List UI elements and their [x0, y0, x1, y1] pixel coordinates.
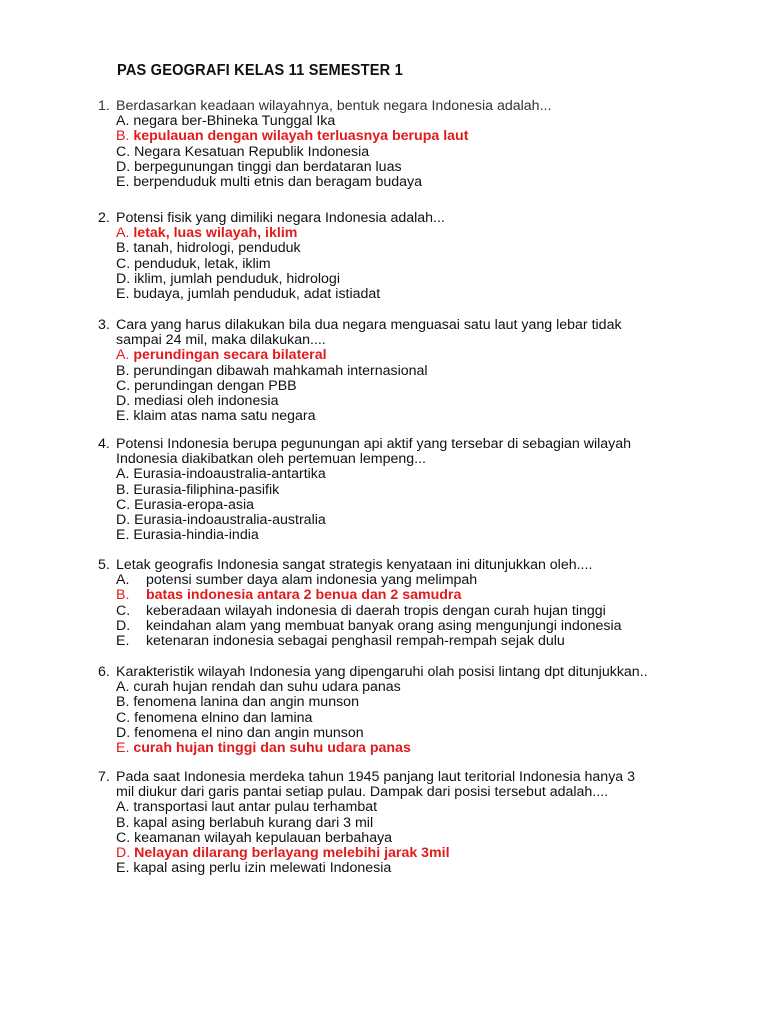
- question-stem-line: [0, 770, 768, 785]
- option-letter: A.: [116, 679, 130, 696]
- option-text: Negara Kesatuan Republik Indonesia: [134, 143, 370, 160]
- option-letter: E.: [116, 174, 130, 191]
- answer-option: [0, 467, 768, 482]
- option-letter: A.: [116, 225, 130, 242]
- question-number: 2.: [98, 210, 110, 226]
- option-letter: B.: [116, 128, 130, 145]
- option-text: letak, luas wilayah, iklim: [133, 225, 298, 242]
- question-stem-line: [0, 665, 768, 680]
- answer-option: [0, 800, 768, 815]
- answer-option: [0, 695, 768, 710]
- option-letter: D.: [116, 158, 131, 175]
- question-stem-text: Pada saat Indonesia merdeka tahun 1945 panjang laut teritorial Indonesia hanya 3: [116, 769, 636, 785]
- answer-option: [0, 831, 768, 846]
- question-stem-text: Berdasarkan keadaan wilayahnya, bentuk negara Indonesia adalah...: [116, 98, 552, 114]
- page-title: PAS GEOGRAFI KELAS 11 SEMESTER 1: [117, 62, 403, 79]
- question-stem-text: Potensi Indonesia berupa pegunungan api aktif yang tersebar di sebagian wilayah: [116, 436, 632, 452]
- answer-option: [0, 175, 768, 190]
- answer-option: [0, 573, 768, 588]
- answer-option: [0, 394, 768, 409]
- option-letter: E.: [116, 740, 130, 757]
- answer-option: [0, 528, 768, 543]
- option-text: fenomena el nino dan angin munson: [134, 724, 364, 741]
- answer-option: [0, 513, 768, 528]
- option-text: fenomena lanina dan angin munson: [133, 694, 359, 711]
- answer-option: [0, 483, 768, 498]
- question-stem-line: [0, 437, 768, 452]
- option-letter: D.: [116, 617, 131, 634]
- option-text: Eurasia-indoaustralia-antartika: [133, 466, 326, 483]
- question-4: [0, 437, 768, 543]
- option-text: berpenduduk multi etnis dan beragam budaya: [133, 174, 423, 191]
- question-stem-text: sampai 24 mil, maka dilakukan....: [116, 332, 326, 349]
- option-text: budaya, jumlah penduduk, adat istiadat: [133, 286, 381, 303]
- option-letter: D.: [116, 393, 131, 410]
- option-text: tanah, hidrologi, penduduk: [133, 240, 301, 257]
- option-letter: D.: [116, 270, 131, 287]
- option-text: batas indonesia antara 2 benua dan 2 samudra: [145, 587, 462, 604]
- question-number: 1.: [98, 98, 110, 114]
- option-letter: B.: [116, 362, 130, 379]
- option-letter: B.: [116, 481, 130, 498]
- option-text: keberadaan wilayah indonesia di daerah tropis dengan curah hujan tinggi: [145, 602, 606, 619]
- option-letter: C.: [116, 255, 131, 272]
- option-text: penduduk, letak, iklim: [134, 255, 271, 272]
- option-text: negara ber-Bhineka Tunggal Ika: [133, 113, 336, 130]
- question-stem-line: [0, 318, 768, 333]
- answer-option: [0, 711, 768, 726]
- option-text: curah hujan tinggi dan suhu udara panas: [133, 740, 411, 757]
- question-stem-line: [0, 211, 768, 226]
- option-text: klaim atas nama satu negara: [133, 408, 316, 425]
- answer-option-correct: [0, 846, 768, 861]
- question-number: 6.: [98, 664, 110, 680]
- question-stem-text: Indonesia diakibatkan oleh pertemuan lempeng...: [116, 451, 426, 468]
- option-text: kepulauan dengan wilayah terluasnya berupa laut: [133, 128, 469, 145]
- option-letter: C.: [116, 143, 131, 160]
- question-stem-text: Letak geografis Indonesia sangat strategis kenyataan ini ditunjukkan oleh....: [116, 557, 593, 573]
- answer-option: [0, 160, 768, 175]
- question-stem-line: [0, 558, 768, 573]
- option-letter: B.: [116, 814, 130, 831]
- question-number: 5.: [98, 557, 110, 573]
- question-stem-text: Cara yang harus dilakukan bila dua negara menguasai satu laut yang lebar tidak: [116, 317, 622, 333]
- option-text: curah hujan rendah dan suhu udara panas: [133, 679, 401, 696]
- option-text: Eurasia-indoaustralia-australia: [134, 512, 326, 529]
- option-text: potensi sumber daya alam indonesia yang melimpah: [145, 572, 478, 589]
- option-text: keamanan wilayah kepulauan berbahaya: [134, 829, 393, 846]
- question-number: 4.: [98, 436, 110, 452]
- answer-option: [0, 861, 768, 876]
- option-letter: D.: [116, 512, 131, 529]
- option-text: keindahan alam yang membuat banyak orang asing mengunjungi indonesia: [145, 617, 622, 634]
- answer-option-correct: [0, 741, 768, 756]
- option-letter: E.: [116, 633, 130, 650]
- option-letter: C.: [116, 496, 131, 513]
- option-letter: A.: [116, 113, 130, 130]
- option-letter: E.: [116, 860, 130, 877]
- answer-option: [0, 257, 768, 272]
- option-text: transportasi laut antar pulau terhambat: [133, 799, 378, 816]
- option-letter: C.: [116, 377, 131, 394]
- question-5: [0, 558, 768, 649]
- option-letter: C.: [116, 829, 131, 846]
- option-text: berpegunungan tinggi dan berdataran luas: [134, 158, 402, 175]
- option-text: kapal asing berlabuh kurang dari 3 mil: [133, 814, 374, 831]
- answer-option-correct: [0, 588, 768, 603]
- option-letter: D.: [116, 845, 131, 862]
- option-text: fenomena elnino dan lamina: [134, 709, 313, 726]
- answer-option-correct: [0, 129, 768, 144]
- question-stem-line: [0, 785, 768, 800]
- option-letter: E.: [116, 408, 130, 425]
- option-text: ketenaran indonesia sebagai penghasil rempah-rempah sejak dulu: [145, 633, 565, 650]
- answer-option-correct: [0, 348, 768, 363]
- question-stem-line: [0, 452, 768, 467]
- answer-option: [0, 364, 768, 379]
- answer-option: [0, 409, 768, 424]
- answer-option-correct: [0, 226, 768, 241]
- option-text: Nelayan dilarang berlayang melebihi jarak 3mil: [134, 845, 450, 862]
- question-stem-line: [0, 333, 768, 348]
- question-3: [0, 318, 768, 424]
- question-7: [0, 770, 768, 876]
- option-text: perundingan dengan PBB: [134, 377, 297, 394]
- option-letter: E.: [116, 286, 130, 303]
- option-text: perundingan dibawah mahkamah internasional: [133, 362, 428, 379]
- option-letter: D.: [116, 724, 131, 741]
- option-letter: C.: [116, 709, 131, 726]
- answer-option: [0, 287, 768, 302]
- option-text: mediasi oleh indonesia: [134, 393, 279, 410]
- answer-option: [0, 498, 768, 513]
- question-number: 7.: [98, 769, 110, 785]
- question-stem-line: [0, 99, 768, 114]
- option-text: iklim, jumlah penduduk, hidrologi: [134, 270, 340, 287]
- answer-option: [0, 726, 768, 741]
- option-text: Eurasia-eropa-asia: [134, 496, 255, 513]
- answer-option: [0, 272, 768, 287]
- question-stem-text: Potensi fisik yang dimiliki negara Indonesia adalah...: [116, 210, 445, 226]
- answer-option: [0, 379, 768, 394]
- question-1: [0, 99, 768, 190]
- option-letter: B.: [116, 694, 130, 711]
- option-text: kapal asing perlu izin melewati Indonesia: [133, 860, 392, 877]
- answer-option: [0, 634, 768, 649]
- question-2: [0, 211, 768, 302]
- option-letter: E.: [116, 527, 130, 544]
- question-number: 3.: [98, 317, 110, 333]
- option-letter: B.: [116, 240, 130, 257]
- option-text: perundingan secara bilateral: [133, 347, 327, 364]
- option-letter: A.: [116, 466, 130, 483]
- answer-option: [0, 680, 768, 695]
- answer-option: [0, 114, 768, 129]
- option-letter: A.: [116, 347, 130, 364]
- option-letter: B.: [116, 587, 130, 604]
- option-text: Eurasia-hindia-india: [133, 527, 259, 544]
- question-stem-text: mil diukur dari garis pantai setiap pulau. Dampak dari posisi tersebut adalah....: [116, 784, 609, 801]
- option-letter: A.: [116, 799, 130, 816]
- answer-option: [0, 145, 768, 160]
- option-letter: C.: [116, 602, 131, 619]
- answer-option: [0, 241, 768, 256]
- question-6: [0, 665, 768, 756]
- option-letter: A.: [116, 572, 130, 589]
- question-stem-text: Karakteristik wilayah Indonesia yang dipengaruhi olah posisi lintang dpt ditunjukkan..: [116, 664, 648, 680]
- answer-option: [0, 816, 768, 831]
- answer-option: [0, 619, 768, 634]
- option-text: Eurasia-filiphina-pasifik: [133, 481, 280, 498]
- answer-option: [0, 604, 768, 619]
